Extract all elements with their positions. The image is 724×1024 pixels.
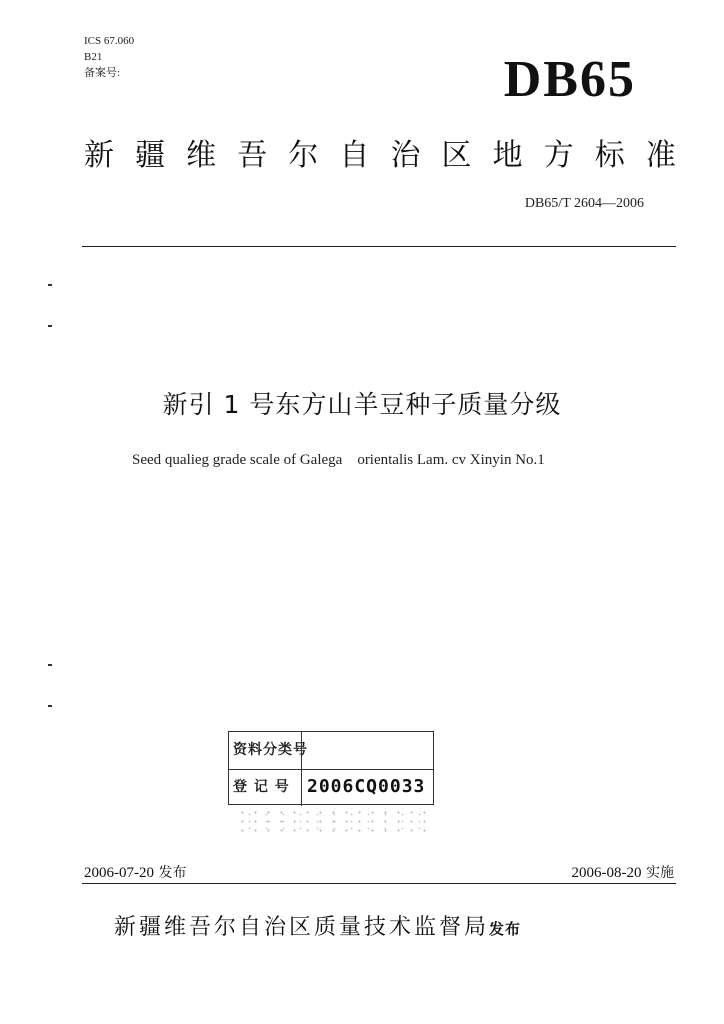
issuer	[114, 910, 521, 941]
scan-mark	[48, 284, 52, 286]
stamp-row-classification	[229, 732, 433, 770]
org-title-char: 准	[645, 138, 676, 173]
stamp-registration-number: 2006CQ0033	[307, 776, 426, 797]
issuer-suffix: 发布	[489, 920, 522, 938]
stamp-divider	[301, 732, 302, 769]
org-title-char: 方	[543, 138, 574, 173]
classification-code: B21	[84, 51, 103, 63]
issue-date-value: 2006-07-20	[84, 865, 154, 881]
stamp-row-registration	[229, 769, 433, 806]
org-title-char: 维	[186, 138, 217, 173]
scan-mark	[48, 705, 52, 707]
issuer-name: 新疆维吾尔自治区质量技术监督局	[114, 915, 490, 940]
implementation-date-value: 2006-08-20	[571, 865, 642, 881]
scan-mark	[48, 325, 52, 327]
issue-date	[84, 862, 186, 882]
bottom-divider	[82, 883, 676, 884]
issue-date-label: 发布	[158, 865, 187, 881]
date-row	[84, 862, 674, 882]
ics-code: ICS 67.060	[84, 35, 135, 47]
org-title	[84, 130, 676, 174]
stamp-classification-label: 资料分类号	[233, 742, 308, 758]
org-title-char: 地	[492, 138, 523, 173]
registration-stamp	[228, 731, 434, 805]
org-title-char: 吾	[237, 138, 268, 173]
org-title-char: 标	[594, 138, 625, 173]
org-title-char: 尔	[288, 138, 319, 173]
standard-number: DB65/T 2604—2006	[524, 196, 644, 211]
standard-code: DB65	[503, 51, 636, 108]
header-meta	[84, 33, 134, 81]
top-divider	[82, 246, 676, 247]
record-number-label: 备案号:	[84, 67, 121, 79]
org-title-char: 新	[84, 138, 114, 173]
stamp-smudge	[236, 808, 432, 834]
title-english: Seed qualieg grade scale of Galega orientalis Lam. cv Xinyin No.1	[132, 452, 545, 468]
implementation-date-label: 实施	[646, 865, 674, 881]
org-title-char: 自	[339, 138, 370, 173]
scan-mark	[48, 664, 52, 666]
stamp-registration-label: 登 记 号	[233, 779, 290, 795]
implementation-date	[572, 862, 674, 882]
title-chinese: 新引 1 号东方山羊豆种子质量分级	[162, 390, 562, 419]
org-title-char: 区	[441, 138, 472, 173]
org-title-char: 治	[390, 138, 421, 173]
org-title-char: 疆	[135, 138, 166, 173]
stamp-divider	[301, 769, 302, 806]
